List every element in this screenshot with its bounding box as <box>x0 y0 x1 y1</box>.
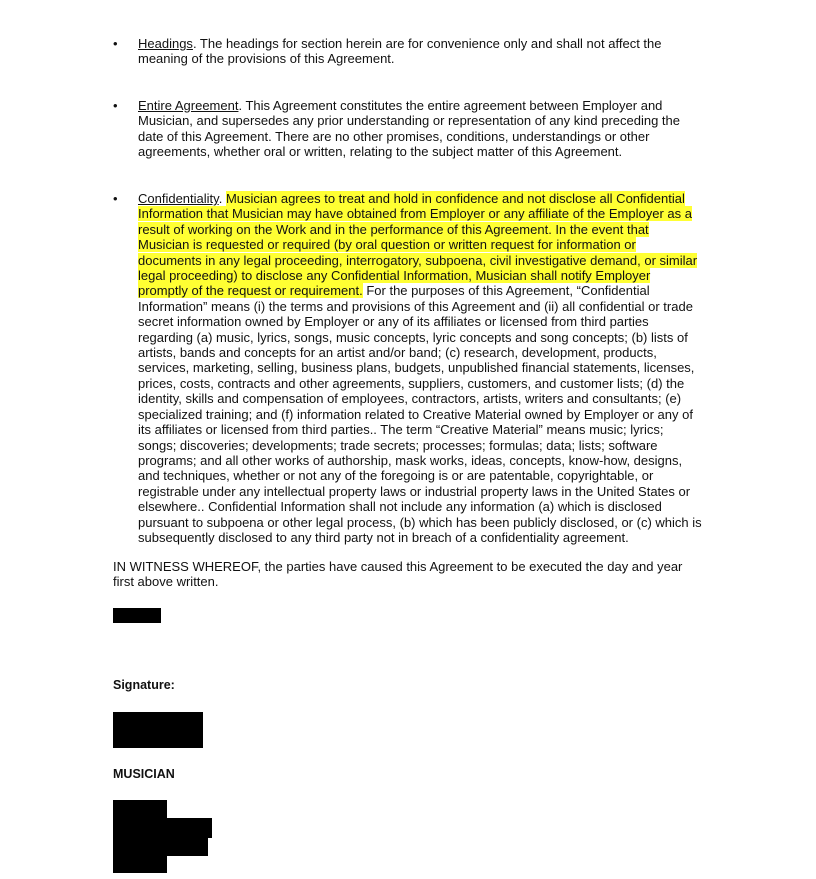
section-headings-body: . The headings for section herein are for convenience only and shall not affect the meaning of the provisions of this Agreement. <box>138 36 662 67</box>
section-entire-agreement-term: Entire Agreement <box>138 98 239 113</box>
signature-label: Signature: <box>113 678 175 692</box>
section-headings-text <box>138 36 703 67</box>
section-confidentiality-pre: . <box>218 191 226 206</box>
redaction-block-signature <box>113 712 203 748</box>
bullet-icon: • <box>113 98 118 113</box>
section-headings-term: Headings <box>138 36 193 51</box>
section-entire-agreement-body: . This Agreement constitutes the entire agreement between Employer and Musician, and supersedes any prior understanding or representation of any kind preceding the date of this Agreement. There are no other promises, conditions, understandings or other agreements, whether oral or written, relating to the subject matter of this Agreement. <box>138 98 681 160</box>
highlighted-text: Musician agrees to treat and hold in confidence and not disclose all Confidential Information that Musician may have obtained from Employer or any affiliate of the Employer as a result of working on the Work and in the performance of this Agreement. In the event that Musician is requested or required (by oral question or written request for information or documents in any legal proceeding, interrogatory, subpoena, civil investigative demand, or similar legal proceeding) to disclose any Confidential Information, Musician shall notify Employer promptly of the request or requirement. <box>138 191 698 299</box>
section-confidentiality-body: For the purposes of this Agreement, “Confidential Information” means (i) the terms and provisions of this Agreement and (ii) all confidential or trade secret information owned by Employer or any of its affiliates or licensed from third parties regarding (a) music, lyrics, songs, music concepts, lyric concepts and song concepts; (b) lists of artists, bands and concepts for an artist and/or band; (c) research, development, products, services, marketing, selling, business plans, budgets, unpublished financial statements, licenses, prices, costs, contracts and other agreements, suppliers, customers, and customer lists; (d) the identity, skills and compensation of employees, contractors, artists, writers and consultants; (e) specialized training; and (f) information related to Creative Material owned by Employer or any of its affiliates or licensed from third parties.. The term “Creative Material” means music; lyrics; songs; discoveries; developments; trade secrets; processes; formulas; data; lists; software programs; and all other works of authorship, mask works, ideas, concepts, know-how, designs, and techniques, whether or not any of the foregoing is or are patentable, copyrightable, or registrable under any intellectual property laws or industrial property laws in the United States or elsewhere.. Confidential Information shall not include any information (a) which is disclosed pursuant to subpoena or other legal process, (b) which has been publicly disclosed, or (c) which is subsequently disclosed to any third party not in breach of a confidentiality agreement. <box>138 283 702 545</box>
musician-label: MUSICIAN <box>113 767 175 781</box>
bullet-icon: • <box>113 36 118 51</box>
section-confidentiality-term: Confidentiality <box>138 191 219 206</box>
redaction-block-musician <box>113 852 167 873</box>
witness-clause: IN WITNESS WHEREOF, the parties have caused this Agreement to be executed the day and year first above written. <box>113 559 683 590</box>
redaction-block-date <box>113 608 161 623</box>
section-entire-agreement-text <box>138 98 703 160</box>
redaction-block-musician <box>113 818 212 838</box>
bullet-icon: • <box>113 191 118 206</box>
redaction-block-musician <box>113 800 167 820</box>
section-confidentiality-text <box>138 191 703 545</box>
